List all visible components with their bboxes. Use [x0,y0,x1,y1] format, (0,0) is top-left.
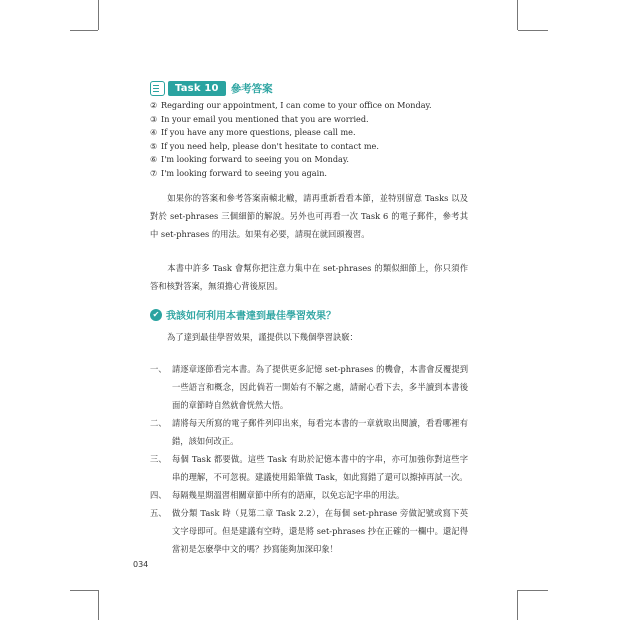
answer-item: ③ In your email you mentioned that you are worried. [150,113,369,124]
answer-item: ② Regarding our appointment, I can come to your office on Monday. [150,100,432,110]
answer-item: ⑦ I'm looking forward to seeing you again. [150,167,328,178]
notebook-icon [150,81,165,96]
crop-mark-top-right-h [518,30,548,31]
tip-item: 四、 每隔幾星期溫習相關章節中所有的語庫，以免忘記字串的用法。 [150,490,405,500]
tips-list [150,360,468,558]
crop-mark-bottom-right-v [517,590,518,620]
crop-mark-bottom-left-h [70,590,98,591]
crop-mark-bottom-left-v [98,590,99,620]
task-label: Task 10 [168,81,226,96]
task-title: 參考答案 [230,82,273,95]
section-heading [150,307,336,322]
check-circle-icon: ✔ [150,309,162,321]
task-heading [150,79,273,97]
answer-item: ⑥ I'm looking forward to seeing you on Monday. [150,154,349,164]
section-title: 我該如何利用本書達到最佳學習效果？ [166,311,336,322]
crop-mark-top-left-v [98,0,99,30]
answer-list [150,99,432,180]
answer-item: ⑤ If you need help, please don't hesitate to contact me. [150,140,379,151]
crop-mark-bottom-right-h [518,590,548,591]
crop-mark-top-right-v [517,0,518,30]
answer-item: ④ If you have any more questions, please call me. [150,127,356,137]
crop-mark-top-left-h [70,30,98,31]
paragraph-note: 本書中許多 Task 會幫你把注意力集中在 set-phrases 的類似細節上，你只須作答和核對答案，無須擔心背後原因。 [150,263,468,291]
tip-item: 二、 請將每天所寫的電子郵件列印出來，每看完本書的一章就取出閱讀，看看哪裡有錯，該如何改正。 [150,418,468,446]
tip-item: 一、 請逐章逐節看完本書。為了提供更多記憶 set-phrases 的機會，本書會反覆提到一些語言和概念，因此倘若一開始有不解之處，請耐心看下去，多半讀到本書後面的章節時自然就會恍然大悟。 [150,364,468,410]
page-number: 034 [133,560,149,569]
section-intro: 為了達到最佳學習效果，謹提供以下幾個學習訣竅： [167,332,358,342]
tip-item: 五、 做分類 Task 時（見第二章 Task 2.2），在每個 set-phrase 旁做記號或寫下英文字母即可。但是建議有空時，還是將 set-phrases 抄在正確的一欄中。還記得當初是怎麼學中文的嗎？抄寫能夠加深印象！ [150,508,468,554]
tip-item: 三、 每個 Task 都要做。這些 Task 有助於記憶本書中的字串，亦可加強你對這些字串的理解，不可忽視。建議使用鉛筆做 Task，如此寫錯了還可以擦掉再試一次。 [150,454,468,482]
paragraph-review: 如果你的答案和參考答案南轅北轍，請再重新看看本節，並特別留意 Tasks 以及對於 set-phrases 三個細節的解說。另外也可再看一次 Task 6 的電子郵件，參考其中 set-phrases 的用法。如果有必要，請現在就回頭複習。 [150,193,468,239]
